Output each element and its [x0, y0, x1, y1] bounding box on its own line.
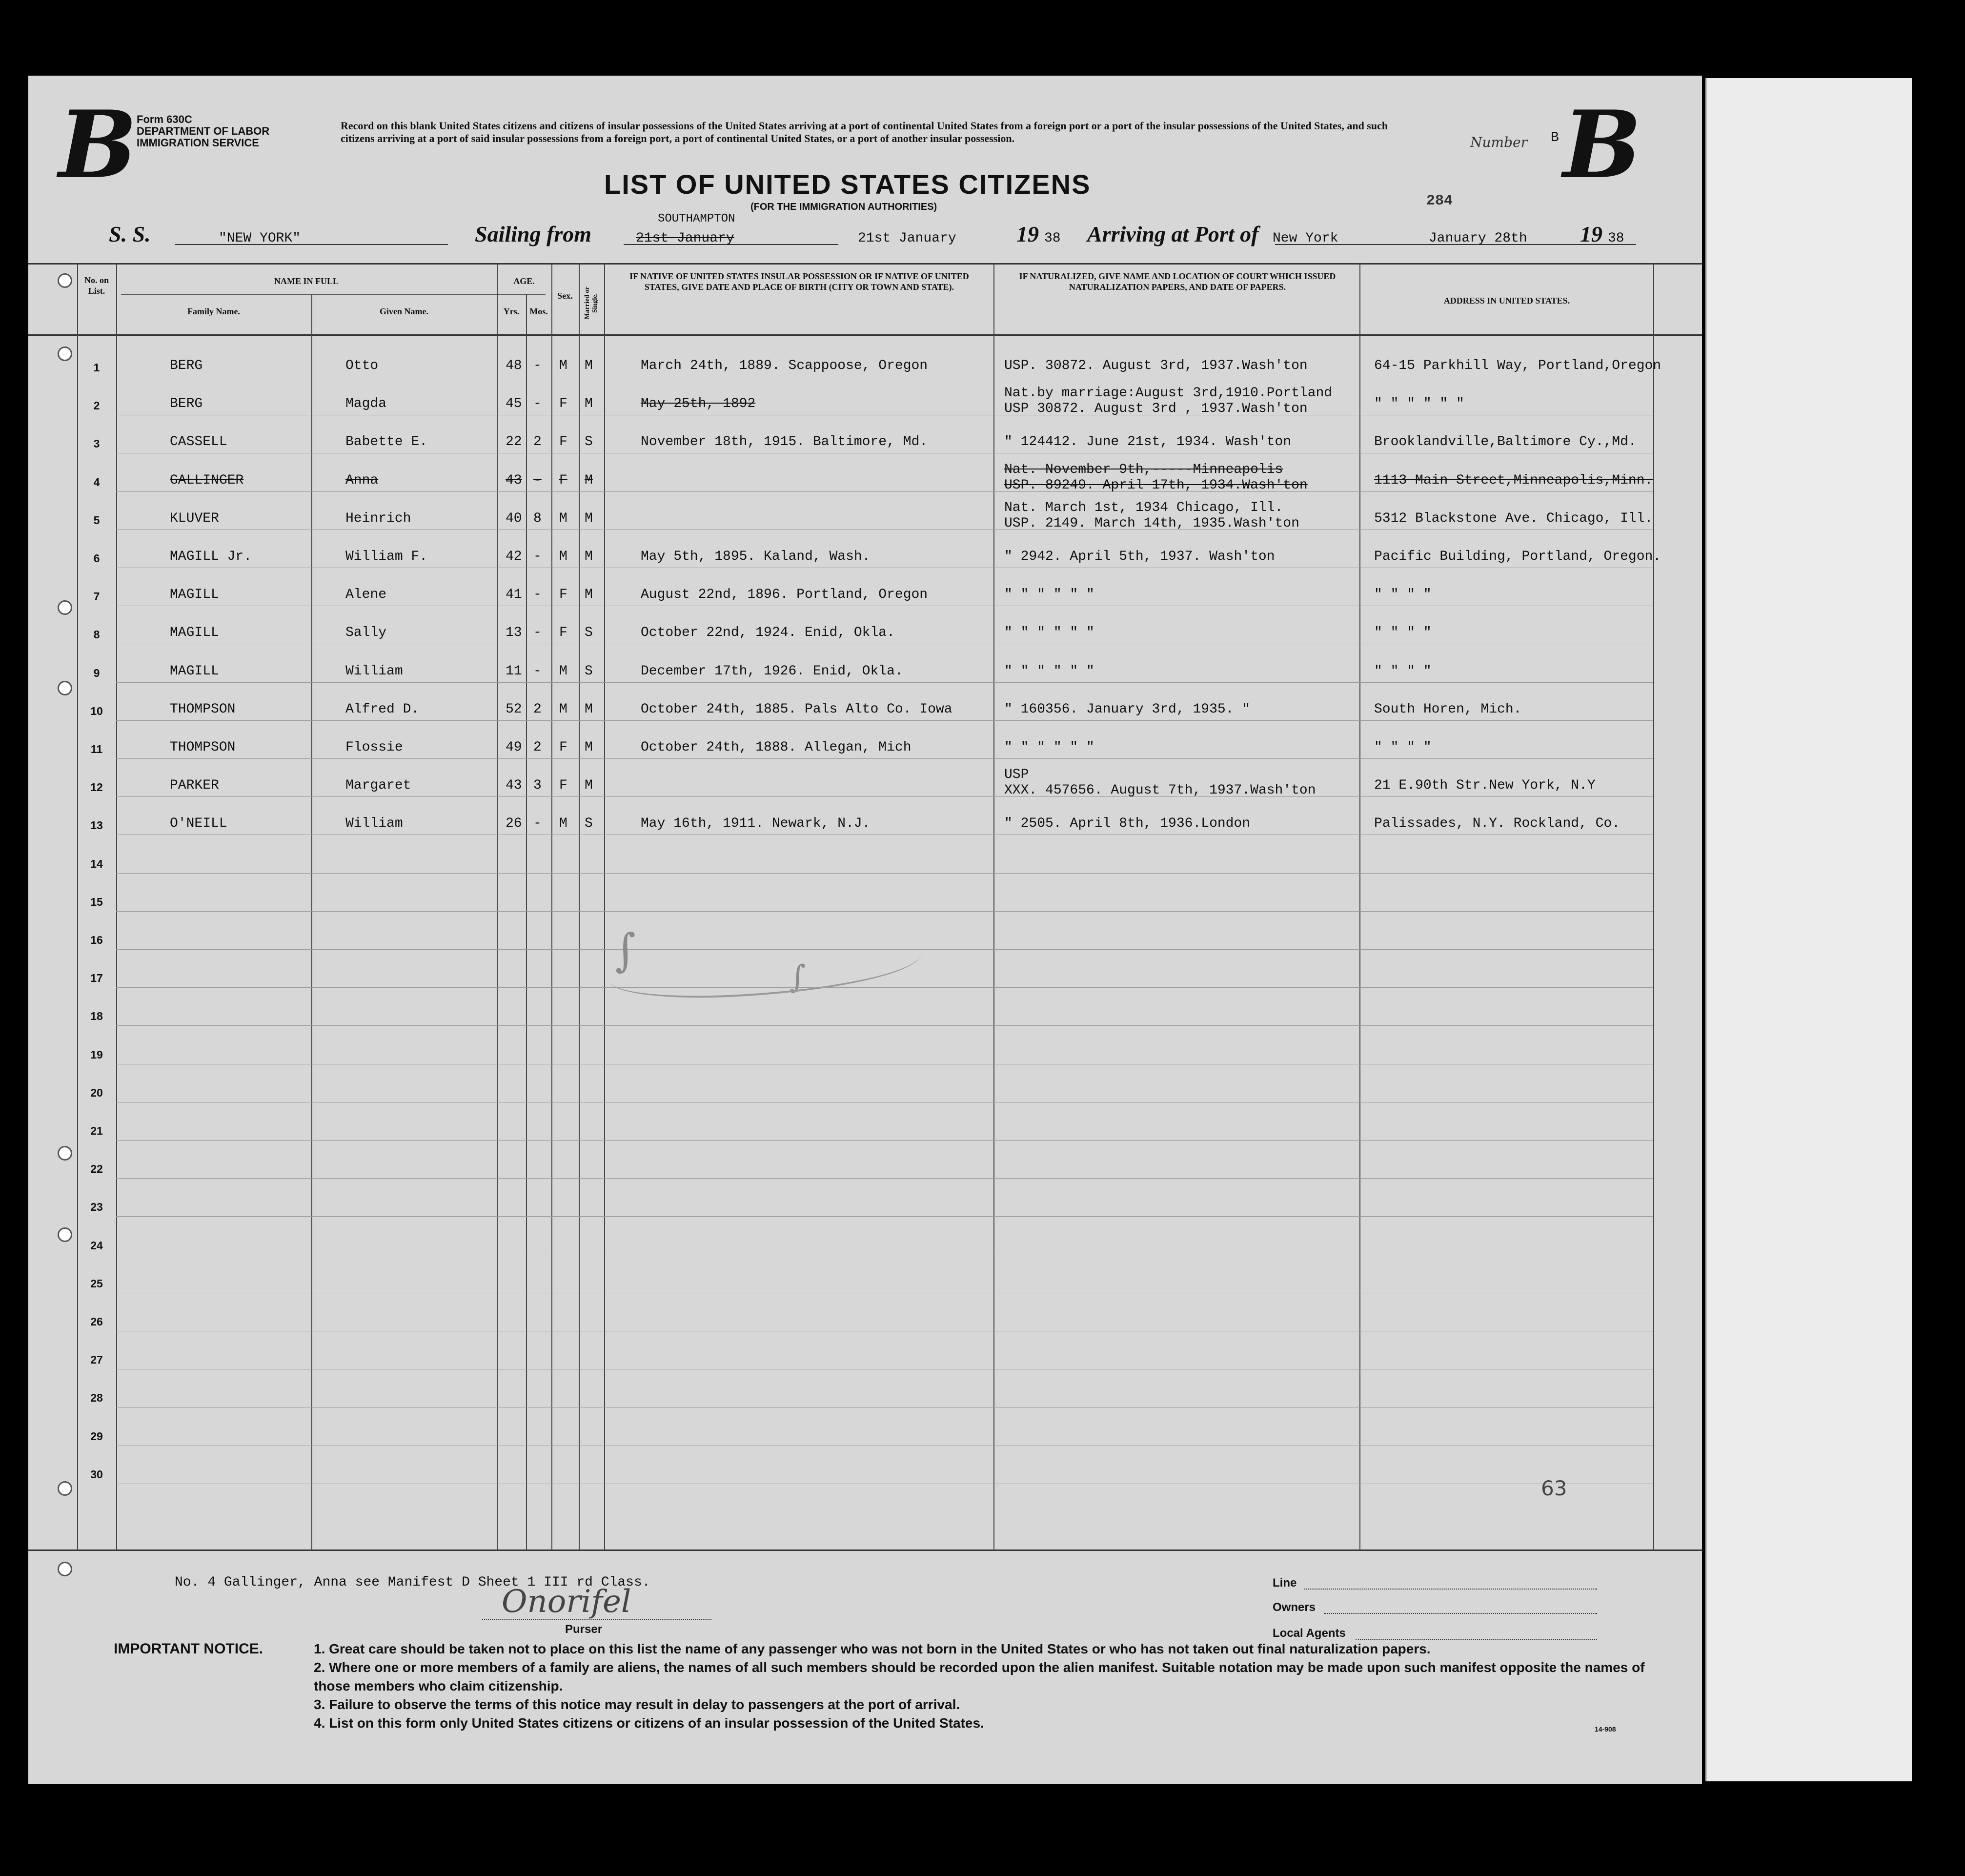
address: " " " " — [1374, 740, 1432, 755]
row-number: 4 — [93, 476, 100, 489]
sex: F — [559, 396, 567, 411]
naturalization-info: Nat. March 1st, 1934 Chicago, Ill. — [1004, 500, 1283, 515]
address: 64-15 Parkhill Way, Portland,Oregon — [1374, 358, 1661, 373]
marital-status: M — [585, 511, 593, 526]
row-number: 9 — [93, 667, 100, 679]
marital-status: S — [585, 816, 593, 831]
punch-hole — [58, 681, 72, 695]
age-months: 3 — [533, 778, 542, 793]
row-number: 3 — [93, 437, 100, 450]
naturalization-info: " 2505. April 8th, 1936.London — [1004, 816, 1251, 831]
page-subtitle: (FOR THE IMMIGRATION AUTHORITIES) — [750, 202, 937, 212]
col-age: AGE. — [513, 276, 535, 286]
agents-label: Local Agents — [1273, 1627, 1346, 1640]
sex: M — [559, 358, 567, 373]
age-months: - — [533, 549, 542, 564]
owners-label: Owners — [1273, 1601, 1316, 1614]
row-number: 29 — [90, 1430, 103, 1443]
marital-status: M — [585, 587, 593, 602]
address: Palissades, N.Y. Rockland, Co. — [1374, 816, 1621, 831]
punch-hole — [58, 1481, 72, 1496]
age-years: 43 — [506, 473, 522, 488]
age-months: - — [533, 625, 542, 640]
family-name: MAGILL — [170, 587, 219, 602]
marital-status: M — [585, 473, 593, 488]
address: " " " " — [1374, 664, 1432, 679]
address: South Horen, Mich. — [1374, 702, 1522, 717]
given-name: Margaret — [345, 778, 411, 793]
given-name: William — [345, 664, 403, 679]
address: " " " " " " — [1374, 396, 1464, 411]
birth-info: May 16th, 1911. Newark, N.J. — [641, 816, 871, 831]
naturalization-info: " " " " " " — [1004, 664, 1094, 679]
col-birth: IF NATIVE OF UNITED STATES INSULAR POSSESSION OR IF NATIVE OF UNITED STATES, GIVE DATE AND PLACE OF BIRTH (CITY OR TOWN AND STATE). — [629, 271, 969, 292]
marital-status: S — [585, 625, 593, 640]
sex: F — [559, 587, 567, 602]
row-number: 26 — [90, 1315, 103, 1328]
age-months: - — [533, 473, 542, 488]
row-number: 25 — [90, 1277, 103, 1290]
family-name: MAGILL — [170, 625, 219, 640]
birth-info: December 17th, 1926. Enid, Okla. — [641, 664, 903, 679]
given-name: Alfred D. — [345, 702, 420, 717]
arriving-label: Arriving at Port of — [1087, 222, 1259, 246]
age-months: 2 — [533, 740, 542, 755]
age-years: 13 — [506, 625, 522, 640]
row-number: 2 — [93, 399, 100, 412]
address: " " " " — [1374, 587, 1432, 602]
form-number: Form 630C — [137, 113, 192, 125]
naturalization-info-line2: USP. 89249. April 17th, 1934.Wash'ton — [1004, 478, 1308, 493]
purser-label: Purser — [565, 1623, 603, 1636]
address: Brooklandville,Baltimore Cy.,Md. — [1374, 434, 1637, 449]
birth-info: March 24th, 1889. Scappoose, Oregon — [641, 358, 928, 373]
number-label: Number — [1470, 134, 1527, 150]
address: " " " " — [1374, 625, 1432, 640]
notice-4: 4. List on this form only United States citizens or citizens of an insular possession of the United States. — [314, 1715, 984, 1731]
notice-2: 2. Where one or more members of a family are aliens, the names of all such members should be recorded upon the alien manifest. Suitable notation may be made upon such manifest opposite the names of those members who claim citizenship. — [314, 1660, 1645, 1693]
age-months: 8 — [533, 511, 542, 526]
address: 21 E.90th Str.New York, N.Y — [1374, 778, 1596, 793]
sailing-label: Sailing from — [475, 222, 592, 246]
marital-status: S — [585, 664, 593, 679]
naturalization-info-line2: USP. 2149. March 14th, 1935.Wash'ton — [1004, 516, 1299, 531]
age-years: 52 — [506, 702, 522, 717]
row-rule — [116, 720, 1653, 721]
row-number: 8 — [93, 628, 100, 641]
given-name: Babette E. — [345, 434, 428, 449]
address: 5312 Blackstone Ave. Chicago, Ill. — [1374, 511, 1653, 526]
number-value: B — [1551, 130, 1559, 145]
stamp-number: 284 — [1426, 193, 1453, 209]
row-number: 6 — [93, 552, 100, 565]
marital-status: S — [585, 434, 593, 449]
row-number: 19 — [90, 1048, 103, 1061]
family-name: KLUVER — [170, 511, 219, 526]
age-months: - — [533, 664, 542, 679]
age-years: 48 — [506, 358, 522, 373]
sex: M — [559, 511, 567, 526]
marital-status: M — [585, 396, 593, 411]
family-name: THOMPSON — [170, 702, 236, 717]
family-name: BERG — [170, 358, 203, 373]
row-number: 12 — [90, 781, 103, 794]
naturalization-info: USP — [1004, 767, 1029, 782]
row-rule — [116, 1178, 1653, 1179]
marital-status: M — [585, 549, 593, 564]
row-number: 1 — [93, 361, 100, 374]
birth-info: October 22nd, 1924. Enid, Okla. — [641, 625, 895, 640]
row-number: 5 — [93, 514, 100, 527]
naturalization-info: USP. 30872. August 3rd, 1937.Wash'ton — [1004, 358, 1308, 373]
given-name: Alene — [345, 587, 387, 602]
birth-info: October 24th, 1885. Pals Alto Co. Iowa — [641, 702, 952, 717]
sex: M — [559, 816, 567, 831]
adjacent-page-edge — [1705, 78, 1912, 1781]
given-name: Heinrich — [345, 511, 411, 526]
row-rule — [116, 491, 1653, 492]
family-name: O'NEILL — [170, 816, 227, 831]
row-rule — [116, 682, 1653, 683]
given-name: Anna — [345, 473, 379, 488]
age-years: 49 — [506, 740, 522, 755]
sailing-date: 21st January — [858, 231, 956, 246]
sex: F — [559, 473, 567, 488]
row-number: 28 — [90, 1391, 103, 1404]
arrival-year-value: 38 — [1608, 231, 1624, 246]
notice-list — [314, 1640, 1670, 1733]
sex: F — [559, 625, 567, 640]
ss-label: S. S. — [109, 222, 151, 246]
row-number: 17 — [90, 972, 103, 984]
family-name: BERG — [170, 396, 203, 411]
row-number: 22 — [90, 1162, 103, 1175]
sailing-struck: 21st January — [636, 231, 734, 246]
row-number: 20 — [90, 1086, 103, 1099]
arrival-date: January 28th — [1429, 231, 1527, 246]
col-given-name: Given Name. — [380, 306, 428, 316]
notice-heading: IMPORTANT NOTICE. — [114, 1641, 263, 1657]
naturalization-info-line2: XXX. 457656. August 7th, 1937.Wash'ton — [1004, 783, 1316, 798]
family-name: MAGILL — [170, 664, 219, 679]
age-months: 2 — [533, 702, 542, 717]
row-number: 13 — [90, 819, 103, 832]
col-name-in-full: NAME IN FULL — [274, 276, 339, 286]
service-name: IMMIGRATION SERVICE — [137, 137, 259, 149]
row-number: 27 — [90, 1353, 103, 1366]
age-years: 43 — [506, 778, 522, 793]
row-rule — [116, 987, 1653, 988]
address: Pacific Building, Portland, Oregon. — [1374, 549, 1661, 564]
row-number: 15 — [90, 896, 103, 908]
col-yrs: Yrs. — [503, 306, 520, 316]
row-number: 7 — [93, 590, 100, 603]
footer-note: No. 4 Gallinger, Anna see Manifest D Sheet 1 III rd Class. — [175, 1575, 650, 1590]
punch-hole — [58, 1562, 72, 1576]
row-rule — [116, 1140, 1653, 1141]
row-rule — [116, 1216, 1653, 1217]
year-value: 38 — [1044, 231, 1061, 246]
ship-name: "NEW YORK" — [219, 231, 301, 246]
row-rule — [116, 1025, 1653, 1026]
given-name: William F. — [345, 549, 428, 564]
page-title: LIST OF UNITED STATES CITIZENS — [604, 169, 1091, 200]
notice-3: 3. Failure to observe the terms of this notice may result in delay to passengers at the port of arrival. — [314, 1697, 960, 1712]
sex: M — [559, 702, 567, 717]
birth-info: November 18th, 1915. Baltimore, Md. — [641, 434, 928, 449]
naturalization-info: " " " " " " — [1004, 740, 1094, 755]
family-name: THOMPSON — [170, 740, 236, 755]
age-years: 22 — [506, 434, 522, 449]
page-number: 63 — [1541, 1476, 1567, 1500]
birth-info: May 25th, 1892 — [641, 396, 756, 411]
big-letter-left: B — [59, 90, 137, 199]
naturalization-info: Nat.by marriage:August 3rd,1910.Portland — [1004, 386, 1333, 401]
line-label: Line — [1273, 1576, 1297, 1590]
sex: F — [559, 434, 567, 449]
given-name: William — [345, 816, 403, 831]
age-years: 45 — [506, 396, 522, 411]
arrival-year-label: 19 — [1580, 222, 1602, 246]
row-number: 23 — [90, 1201, 103, 1213]
sex: M — [559, 664, 567, 679]
sex: F — [559, 778, 567, 793]
row-rule — [116, 796, 1653, 797]
age-years: 40 — [506, 511, 522, 526]
form-code: 14-908 — [1595, 1725, 1616, 1733]
naturalization-info: Nat. November 9th,-----Minneapolis — [1004, 462, 1283, 477]
col-sex: Sex. — [557, 291, 573, 301]
year-label: 19 — [1016, 222, 1039, 246]
punch-hole — [58, 1146, 72, 1161]
big-letter-right: B — [1563, 90, 1641, 199]
birth-info: October 24th, 1888. Allegan, Mich — [641, 740, 912, 755]
row-number: 16 — [90, 934, 103, 946]
punch-hole — [58, 600, 72, 615]
form-info — [137, 114, 269, 149]
punch-hole — [58, 347, 72, 361]
naturalization-info: " " " " " " — [1004, 625, 1094, 640]
sex: F — [559, 740, 567, 755]
family-name: CASSELL — [170, 434, 227, 449]
age-years: 42 — [506, 549, 522, 564]
given-name: Flossie — [345, 740, 403, 755]
row-number: 14 — [90, 857, 103, 870]
age-months: 2 — [533, 434, 542, 449]
col-address: ADDRESS IN UNITED STATES. — [1443, 296, 1570, 306]
col-mos: Mos. — [529, 306, 548, 316]
given-name: Otto — [345, 358, 379, 373]
age-months: - — [533, 587, 542, 602]
family-name: GALLINGER — [170, 473, 244, 488]
naturalization-info: " " " " " " — [1004, 587, 1094, 602]
family-name: PARKER — [170, 778, 219, 793]
col-no: No. on List. — [84, 275, 109, 296]
age-months: - — [533, 358, 542, 373]
marital-status: M — [585, 740, 593, 755]
age-months: - — [533, 816, 542, 831]
age-years: 11 — [506, 664, 522, 679]
naturalization-info: " 2942. April 5th, 1937. Wash'ton — [1004, 549, 1275, 564]
col-naturalized: IF NATURALIZED, GIVE NAME AND LOCATION OF COURT WHICH ISSUED NATURALIZATION PAPERS, AND DATE OF PAPERS. — [1019, 271, 1336, 292]
row-number: 21 — [90, 1124, 103, 1137]
punch-hole — [58, 1227, 72, 1242]
sex: M — [559, 549, 567, 564]
sailing-port: SOUTHAMPTON — [658, 212, 735, 225]
birth-info: May 5th, 1895. Kaland, Wash. — [641, 549, 871, 564]
marital-status: M — [585, 358, 593, 373]
naturalization-info-line2: USP 30872. August 3rd , 1937.Wash'ton — [1004, 401, 1308, 416]
row-rule — [116, 758, 1653, 759]
department-name: DEPARTMENT OF LABOR — [137, 125, 270, 137]
row-number: 30 — [90, 1468, 103, 1481]
row-number: 24 — [90, 1239, 103, 1252]
birth-info: August 22nd, 1896. Portland, Oregon — [641, 587, 928, 602]
punch-hole — [58, 273, 72, 288]
age-years: 41 — [506, 587, 522, 602]
address: 1113 Main Street,Minneapolis,Minn. — [1374, 473, 1653, 488]
naturalization-info: " 160356. January 3rd, 1935. " — [1004, 702, 1251, 717]
arriving-port: New York — [1273, 231, 1338, 246]
marital-status: M — [585, 778, 593, 793]
given-name: Sally — [345, 625, 387, 640]
given-name: Magda — [345, 396, 387, 411]
row-number: 10 — [90, 705, 103, 717]
age-years: 26 — [506, 816, 522, 831]
marital-status: M — [585, 702, 593, 717]
row-number: 18 — [90, 1010, 103, 1022]
notice-1: 1. Great care should be taken not to place on this list the name of any passenger who was not born in the United States or who has not taken out final naturalization papers. — [314, 1641, 1431, 1656]
manifest-page: B Form 630C DEPARTMENT OF LABOR IMMIGRATION SERVICE Record on this blank United States citizens and citizens of insular possessions of the United States arriving at a port of continental United States from a foreign port or a port of the insular possessions of the United States, and such citizens arriving at a port of said insular possessions from a foreign port, a port of continental United States, or a port of another insular possession. Number B B LIST OF UNITED STATES CITIZENS (FOR THE IMMIGRATION AUTHORITIES) 284 S. S. "NEW YORK" Sailing from SOUTHAMPTON 21st January 21st January 19 38 Arriving at Port of New York January 28th 19 38 No. on List. NAME IN FULL Family Name. Given Name. AGE. Yrs. Mos. Sex. Married or Single. IF NATIVE OF UNITED STATES INSULAR POSSESSION OR IF NATIVE OF UNITED STATES, GIVE DATE AND PLACE OF BIRTH (CITY OR TOWN AND STATE). IF NATURALIZED, GIVE NAME AND LOCATION OF COURT WHICH ISSUED NATURALIZATION PAPERS, AND DATE OF PAPERS. ADDRESS IN UNITED STATES. 1 2 3 4 5 6 7 8 9 10 11 12 13 14 15 16 17 18 19 20 21 22 23 24 25 26 27 28 29 30 BERG Otto 48 - M M March 24th, 1889. Scappoose, Oregon 64-15 Parkhill Way, Portland,Oregon USP. 30872. August 3rd, 1937.Wash'ton BERG Magda 45 - F M May 25th, 1892 " " " " " " Nat.by marriage:August 3rd,1910.Portland USP 30872. August 3rd , 1937.Wash'ton CASSELL Babette E. 22 2 F S November 18th, 1915. Baltimore, Md. Brooklandville,Baltimore Cy.,Md. " 124412. June 21st, 1934. Wash'ton GALLINGER Anna 43 - F M 1113 Main Street,Minneapolis,Minn. Nat. November 9th,-----Minneapolis USP. 89249. April 17th, 1934.Wash'ton KLUVER Heinrich 40 8 M M 5312 Blackstone Ave. Chicago, Ill. Nat. March 1st, 1934 Chicago, Ill. USP. 2149. March 14th, 1935.Wash'ton MAGILL Jr. William F. 42 - M M May 5th, 1895. Kaland, Wash. Pacific Building, Portland, Oregon. " 2942. April 5th, 1937. Wash'ton MAGILL Alene 41 - F M August 22nd, 1896. Portland, Oregon " " " " " " " " " " MAGILL Sally 13 - F S October 22nd, 1924. Enid, Okla. " " " " " " " " " " MAGILL William 11 - M S December 17th, 1926. Enid, Okla. " " " " " " " " " " THOMPSON Alfred D. 52 2 M M October 24th, 1885. Pals Alto Co. Iowa South Horen, Mich. " 160356. January 3rd, 1935. " THOMPSON Flossie 49 2 F M October 24th, 1888. Allegan, Mich " " " " " " " " " " PARKER Margaret 43 3 F M 21 E.90th Str.New York, N.Y USP XXX. 457656. August 7th, 1937.Wash'ton O'NEILL William 26 - M S May 16th, 1911. Newark, N.J. Palissades, N.Y. Rockland, Co. " 2505. April 8th, 1936.London ∫ ∫ 63 No. 4 Gallinger, Anna see Manifest D Sheet 1 III rd Class. Onorifel Purser Line Owners Local Agents IMPORTANT NOTICE. 1. Great care should be taken not to place on this list the name of any passenger who was not born in the United States or who has not taken out final naturalization papers. 2. Where one or more members of a family are aliens, the names of all such members should be recorded upon the alien manifest. Suitable notation may be made upon such manifest opposite the names of those members who claim citizenship. 3. Failure to observe the terms of this notice may result in delay to passengers at the port of arrival. 4. List on this form only United States citizens or citizens of an insular possession of the United States. 14-908 — [28, 76, 1702, 1784]
row-rule — [116, 873, 1653, 874]
record-notice: Record on this blank United States citizens and citizens of insular possessions of the United States arriving at a port of continental United States from a foreign port or a port of the insular possessions of the United States, and such citizens arriving at a port of said insular possessions from a foreign port, a port of continental United States, or a port of another insular possession. — [341, 120, 1388, 144]
col-family-name: Family Name. — [187, 306, 240, 316]
col-married-single: Married or Single. — [584, 286, 599, 320]
row-rule — [116, 911, 1653, 912]
family-name: MAGILL Jr. — [170, 549, 252, 564]
age-months: - — [533, 396, 542, 411]
row-number: 11 — [90, 743, 103, 755]
naturalization-info: " 124412. June 21st, 1934. Wash'ton — [1004, 434, 1292, 449]
